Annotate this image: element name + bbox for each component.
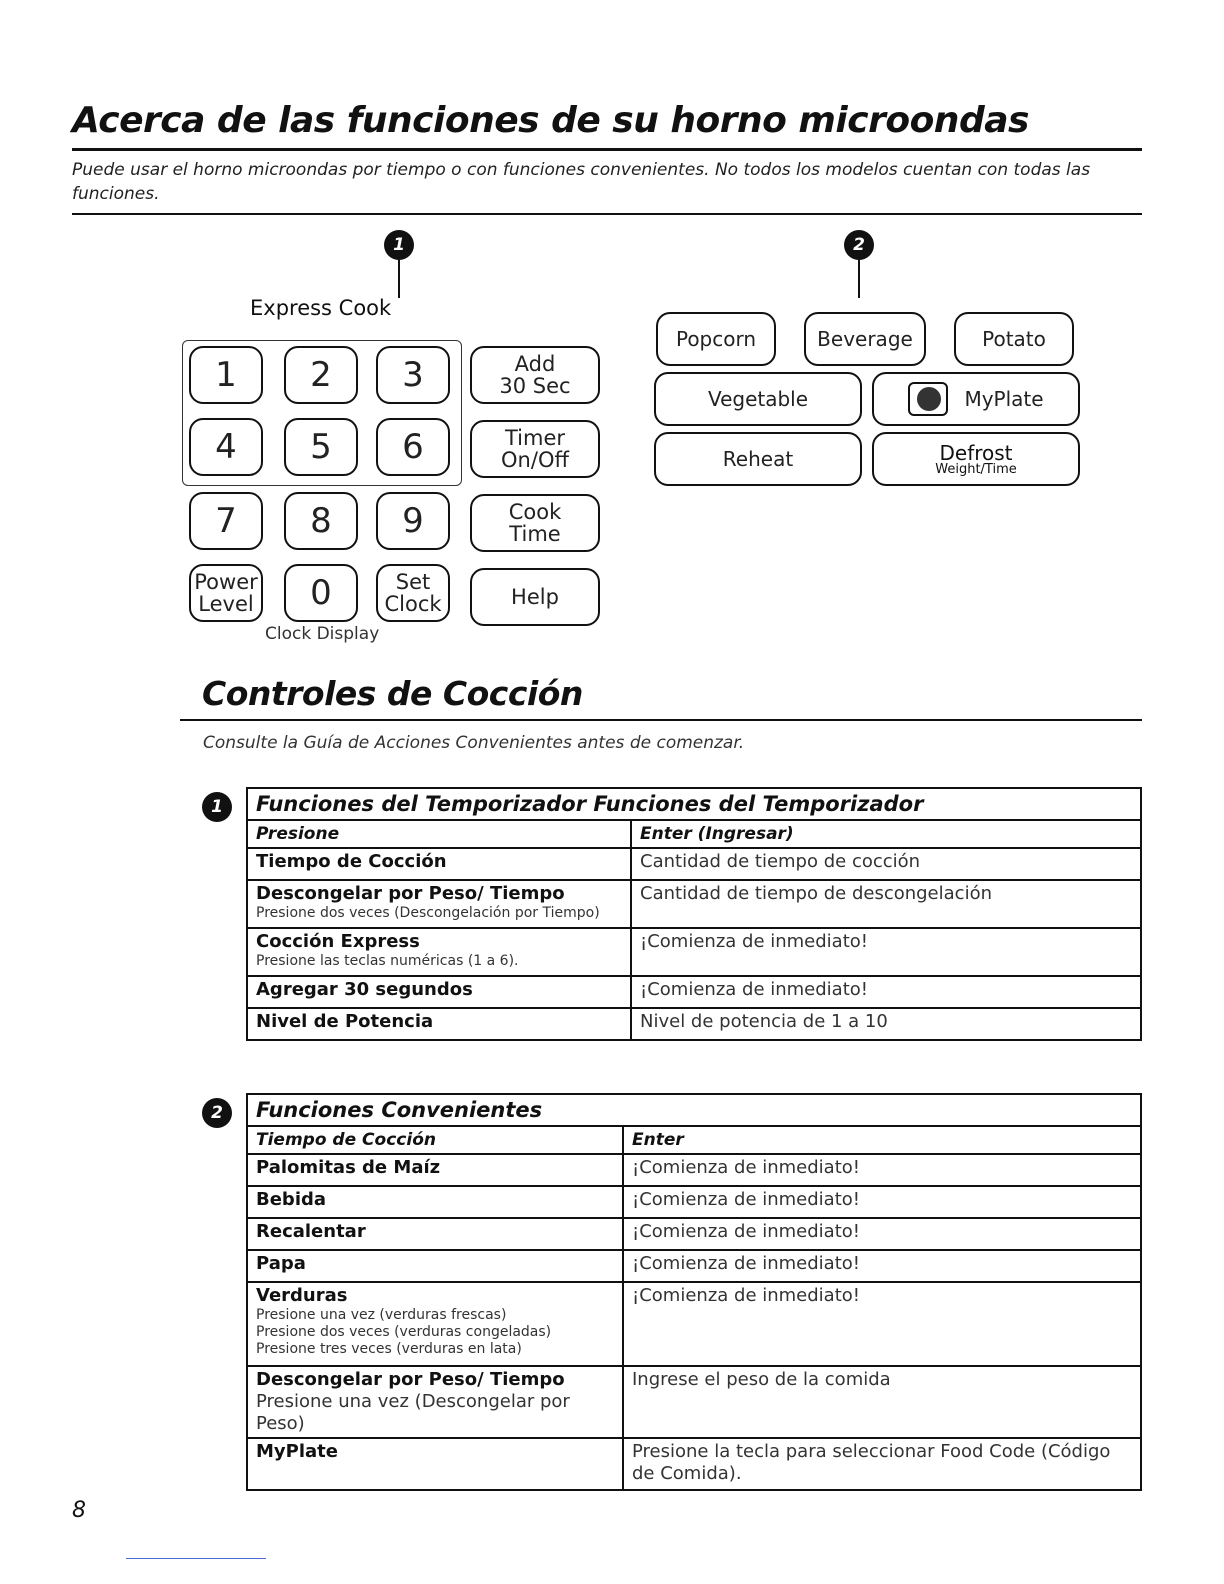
- set-clock-line2: Clock: [384, 592, 442, 616]
- row-note: Presione las teclas numéricas (1 a 6).: [256, 953, 519, 969]
- table2-title: Funciones Convenientes: [247, 1094, 1141, 1126]
- key-5-label: 5: [310, 427, 332, 467]
- timer-on-off-button[interactable]: [470, 420, 600, 478]
- table1-marker-icon: 1: [202, 792, 232, 822]
- key-8[interactable]: [284, 492, 358, 550]
- marker-1-icon: 1: [384, 230, 414, 260]
- convenience-functions-table: [246, 1093, 1142, 1491]
- key-1-label: 1: [215, 355, 237, 395]
- row-enter: ¡Comienza de inmediato!: [623, 1154, 1141, 1186]
- row-press: Cocción Express: [256, 931, 420, 952]
- key-9[interactable]: [376, 492, 450, 550]
- marker-2-icon: 2: [844, 230, 874, 260]
- defrost-label: Defrost: [939, 440, 1013, 465]
- reheat-label: Reheat: [722, 447, 794, 471]
- key-6-label: 6: [402, 427, 424, 467]
- key-5[interactable]: [284, 418, 358, 476]
- title-rule: [72, 148, 1142, 151]
- table1-col1-header: Presione: [247, 820, 631, 848]
- row-enter: Nivel de potencia de 1 a 10: [631, 1008, 1141, 1040]
- row-enter: Ingrese el peso de la comida: [623, 1366, 1141, 1438]
- marker-1-stem: [398, 258, 400, 298]
- row-enter: ¡Comienza de inmediato!: [623, 1250, 1141, 1282]
- express-cook-label: Express Cook: [250, 296, 392, 320]
- row-press-cell: [247, 880, 631, 928]
- section-subtitle: Consulte la Guía de Acciones Convenientes antes de comenzar.: [203, 733, 745, 753]
- table-row: [247, 1154, 1141, 1186]
- myplate-button[interactable]: [872, 372, 1080, 426]
- table1-title: Funciones del Temporizador Funciones del Temporizador: [247, 788, 1141, 820]
- row-press: Palomitas de Maíz: [247, 1154, 623, 1186]
- row-note: Presione una vez (verduras frescas): [256, 1307, 507, 1323]
- power-level-line2: Level: [198, 592, 254, 616]
- row-press: Descongelar por Peso/ Tiempo: [256, 1369, 565, 1390]
- row-enter: Presione la tecla para seleccionar Food Code (Código de Comida).: [623, 1438, 1141, 1490]
- timer-functions-table: [246, 787, 1142, 1041]
- row-press: Descongelar por Peso/ Tiempo: [256, 883, 565, 904]
- row-enter: ¡Comienza de inmediato!: [623, 1186, 1141, 1218]
- row-press: Verduras: [256, 1285, 348, 1306]
- help-label: Help: [511, 585, 559, 609]
- intro-text: Puede usar el horno microondas por tiempo o con funciones convenientes. No todos los modelos cuentan con todas las funciones.: [72, 160, 1091, 204]
- page-number: 8: [72, 1498, 86, 1523]
- table-row: [247, 1438, 1141, 1490]
- key-0-label: 0: [310, 573, 332, 613]
- myplate-label: MyPlate: [964, 387, 1044, 411]
- cook-time-line2: Time: [509, 522, 561, 546]
- cook-time-line1: Cook: [508, 500, 562, 524]
- table2-marker-icon: 2: [202, 1098, 232, 1128]
- beverage-button[interactable]: [804, 312, 926, 366]
- power-level-line1: Power: [194, 570, 258, 594]
- key-0[interactable]: [284, 564, 358, 622]
- row-enter: ¡Comienza de inmediato!: [623, 1282, 1141, 1366]
- table-row: [247, 976, 1141, 1008]
- potato-label: Potato: [982, 327, 1046, 351]
- key-4[interactable]: [189, 418, 263, 476]
- row-enter: Cantidad de tiempo de descongelación: [631, 880, 1141, 928]
- set-clock-line1: Set: [395, 570, 431, 594]
- defrost-sublabel: Weight/Time: [935, 461, 1017, 477]
- defrost-button[interactable]: [872, 432, 1080, 486]
- add-30-sec-line2: 30 Sec: [499, 374, 571, 398]
- row-enter: ¡Comienza de inmediato!: [631, 928, 1141, 976]
- key-1[interactable]: [189, 346, 263, 404]
- table2-col1-header: Tiempo de Cocción: [247, 1126, 623, 1154]
- row-press: Papa: [247, 1250, 623, 1282]
- plate-icon: [908, 382, 948, 416]
- key-4-label: 4: [215, 427, 237, 467]
- row-note: Presione tres veces (verduras en lata): [256, 1341, 522, 1357]
- popcorn-label: Popcorn: [675, 327, 757, 351]
- timer-line1: Timer: [504, 426, 566, 450]
- key-7-label: 7: [215, 501, 237, 541]
- key-3-label: 3: [402, 355, 424, 395]
- key-3[interactable]: [376, 346, 450, 404]
- table-row: [247, 1250, 1141, 1282]
- popcorn-button[interactable]: [656, 312, 776, 366]
- row-press: Recalentar: [247, 1218, 623, 1250]
- set-clock-button[interactable]: [376, 564, 450, 622]
- row-enter: ¡Comienza de inmediato!: [623, 1218, 1141, 1250]
- footer-line: [126, 1558, 266, 1559]
- row-note: Presione una vez (Descongelar por Peso): [256, 1391, 570, 1434]
- row-press: Agregar 30 segundos: [247, 976, 631, 1008]
- row-note: Presione dos veces (verduras congeladas): [256, 1324, 552, 1340]
- table-row: [247, 848, 1141, 880]
- add-30-sec-line1: Add: [514, 352, 556, 376]
- key-6[interactable]: [376, 418, 450, 476]
- page-title: Acerca de las funciones de su horno microondas: [72, 100, 1029, 141]
- beverage-label: Beverage: [817, 327, 913, 351]
- row-press: Nivel de Potencia: [247, 1008, 631, 1040]
- row-enter: Cantidad de tiempo de cocción: [631, 848, 1141, 880]
- table-row: [247, 1008, 1141, 1040]
- table1-col2-header: Enter (Ingresar): [631, 820, 1141, 848]
- row-press: Bebida: [247, 1186, 623, 1218]
- table-row: [247, 928, 1141, 976]
- row-press: Tiempo de Cocción: [247, 848, 631, 880]
- table-row: [247, 1366, 1141, 1438]
- key-2-label: 2: [310, 355, 332, 395]
- help-button[interactable]: [470, 568, 600, 626]
- timer-line2: On/Off: [501, 448, 569, 472]
- row-enter: ¡Comienza de inmediato!: [631, 976, 1141, 1008]
- section-rule: [180, 719, 1142, 721]
- row-press-cell: [247, 1282, 623, 1366]
- vegetable-button[interactable]: [654, 372, 862, 426]
- key-7[interactable]: [189, 492, 263, 550]
- reheat-button[interactable]: [654, 432, 862, 486]
- add-30-sec-button[interactable]: [470, 346, 600, 404]
- cook-time-button[interactable]: [470, 494, 600, 552]
- clock-display-label: Clock Display: [265, 624, 380, 644]
- vegetable-label: Vegetable: [707, 387, 809, 411]
- row-press: MyPlate: [247, 1438, 623, 1490]
- table-row: [247, 1218, 1141, 1250]
- potato-button[interactable]: [954, 312, 1074, 366]
- table-row: [247, 880, 1141, 928]
- power-level-button[interactable]: [189, 564, 263, 622]
- row-note: Presione dos veces (Descongelación por Tiempo): [256, 905, 600, 921]
- key-8-label: 8: [310, 501, 332, 541]
- section-title: Controles de Cocción: [202, 674, 583, 713]
- marker-2-stem: [858, 258, 860, 298]
- table2-col2-header: Enter: [623, 1126, 1141, 1154]
- key-9-label: 9: [402, 501, 424, 541]
- key-2[interactable]: [284, 346, 358, 404]
- table-row: [247, 1186, 1141, 1218]
- intro-rule: [72, 213, 1142, 215]
- table-row: [247, 1282, 1141, 1366]
- row-press-cell: [247, 1366, 623, 1438]
- row-press-cell: [247, 928, 631, 976]
